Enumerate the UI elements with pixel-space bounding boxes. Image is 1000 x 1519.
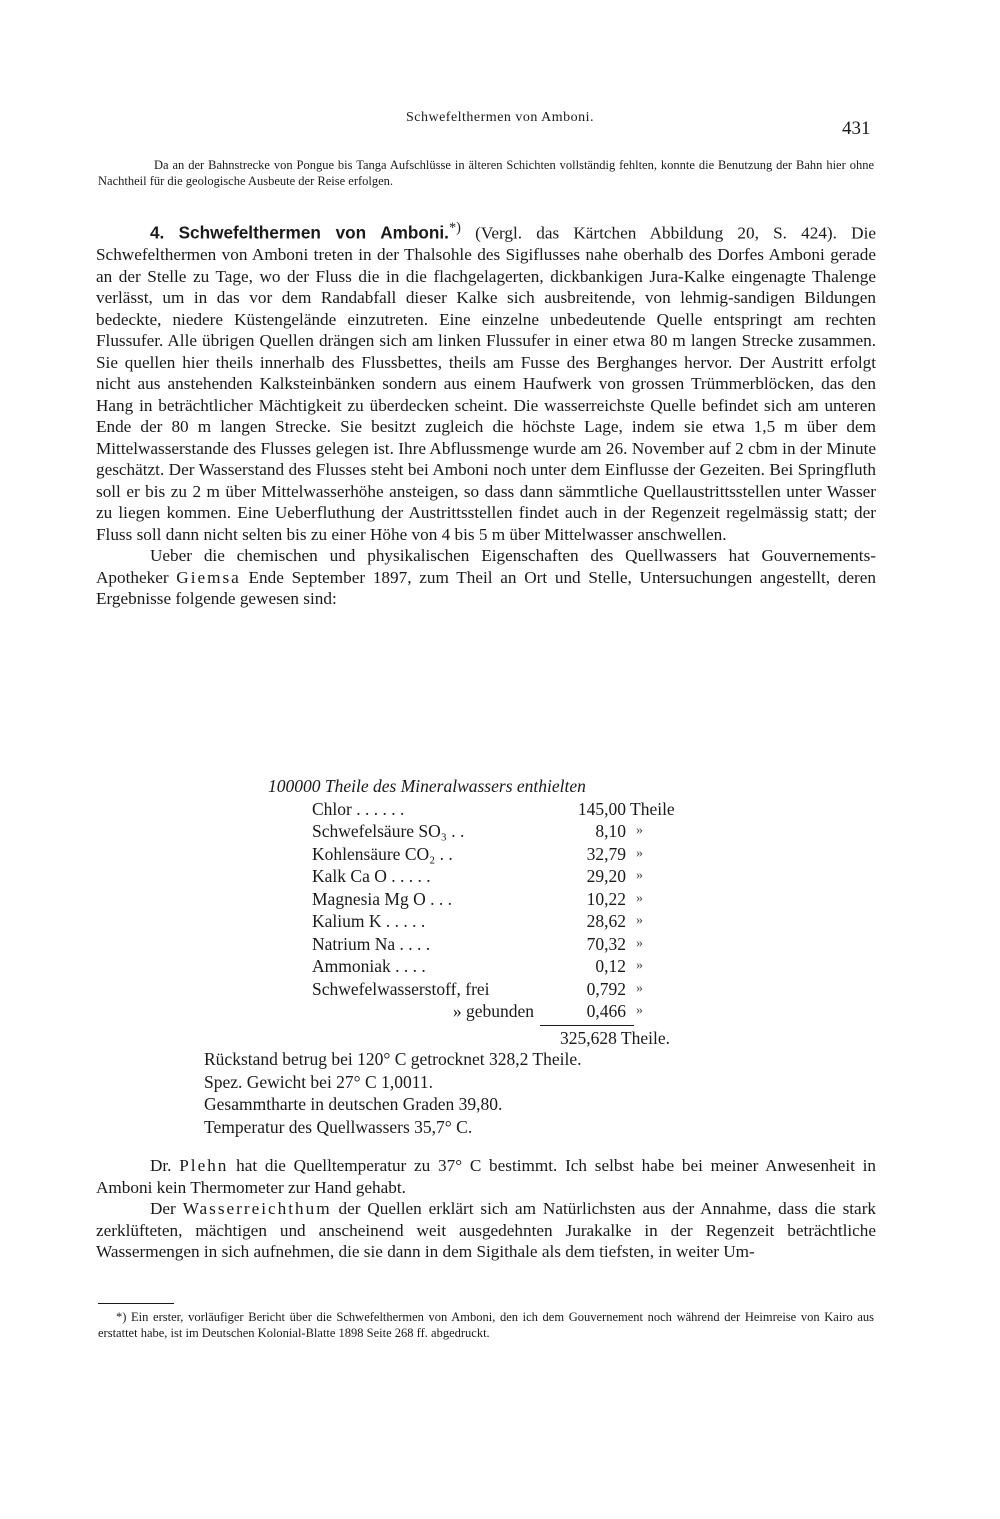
table-row	[312, 978, 728, 1001]
table-row	[312, 798, 728, 821]
paragraph-3-text-b: hat die Quelltemperatur zu 37° C bestimmt. Ich selbst habe bei meiner Anwesenheit in Amboni kein Thermometer zur Hand gehabt.	[96, 1156, 876, 1197]
section-body-continued	[96, 1155, 876, 1263]
emphasis-wasserreichthum: Wasserreichthum	[182, 1199, 332, 1218]
table-row	[312, 933, 728, 956]
table-row	[312, 955, 728, 978]
component-value: 8,10	[595, 821, 626, 841]
section-number: 4.	[150, 222, 165, 243]
component-unit: »	[636, 845, 643, 861]
component-unit: »	[636, 868, 643, 883]
running-title: Schwefelthermen von Amboni.	[405, 110, 595, 125]
component-value: 29,20	[586, 866, 626, 886]
component-unit: »	[636, 913, 643, 928]
footnote-divider	[98, 1303, 174, 1304]
analysis-caption: 100000 Theile des Mineralwassers enthielten	[268, 776, 586, 796]
component-value: 10,22	[586, 888, 626, 909]
person-name-plehn: Plehn	[179, 1156, 229, 1175]
page-number: 431	[842, 118, 871, 139]
table-row	[312, 865, 728, 888]
component-value: 0,792	[586, 978, 626, 999]
component-value: 0,466	[586, 1001, 626, 1021]
component-unit: Theile	[630, 798, 675, 819]
component-value: 32,79	[586, 843, 626, 864]
paragraph-2-text-b: Ende September 1897, zum Theil an Ort und Stelle, Untersuchungen angestellt, deren Ergebnisse folgende gewesen sind:	[96, 567, 876, 609]
component-name: Kalium K . . . . .	[312, 911, 426, 931]
paragraph-4	[96, 1198, 876, 1263]
section-body	[96, 218, 876, 610]
paragraph-2-text-a: Ueber die chemischen und physikalischen Eigenschaften des Quellwassers hat Gouvernements-Apotheker	[96, 546, 876, 587]
section-heading: Schwefelthermen von Amboni.	[178, 222, 449, 243]
note-specific-gravity: Spez. Gewicht bei 27° C 1,0011.	[204, 1071, 433, 1092]
note-residue: Rückstand betrug bei 120° C getrocknet 328,2 Theile.	[204, 1049, 582, 1069]
paragraph-1	[96, 218, 876, 545]
component-unit: »	[636, 935, 643, 951]
component-name: Kohlensäure CO₂ . .	[312, 843, 453, 864]
component-name: Ammoniak . . . .	[312, 956, 426, 976]
paragraph-2	[96, 545, 876, 610]
table-row	[312, 888, 728, 911]
analysis-notes	[204, 1048, 804, 1138]
component-unit: »	[636, 890, 643, 906]
component-unit: »	[636, 958, 643, 973]
paragraph-3-text-a: Dr.	[150, 1156, 180, 1175]
component-name: Natrium Na . . . .	[312, 933, 431, 954]
component-value: 28,62	[586, 911, 626, 931]
note-temperature: Temperatur des Quellwassers 35,7° C.	[204, 1116, 473, 1137]
component-value: 0,12	[595, 956, 626, 976]
footnote-mark: *)	[448, 220, 461, 236]
component-unit: »	[636, 980, 643, 996]
continued-footnote: Da an der Bahnstrecke von Pongue bis Tanga Aufschlüsse in älteren Schichten vollständig fehlten, konnte die Benutzung der Bahn hier ohne Nachtheil für die geologische Ausbeute der Reise erfolgen.	[98, 158, 874, 188]
component-name: Schwefelwasserstoff, frei	[312, 978, 490, 999]
note-hardness: Gesammtharte in deutschen Graden 39,80.	[204, 1094, 503, 1114]
person-name-giemsa: Giemsa	[176, 567, 241, 587]
component-name: » gebunden	[452, 1001, 534, 1021]
paragraph-4-text-b: der Quellen erklärt sich am Natürlichsten aus der Annahme, dass die stark zerklüfteten, mächtigen und anscheinend weit ausgedehnten Jurakalke in der Regenzeit beträchtliche Wassermengen in sich aufnehmen, die sie dann in dem Sigithale als dem tiefsten, in weiter Um-	[96, 1199, 877, 1261]
table-row	[312, 820, 728, 843]
table-row	[312, 843, 728, 866]
analysis-rows	[312, 798, 728, 1023]
sum-divider	[540, 1025, 634, 1026]
analysis-table	[268, 775, 728, 1023]
component-unit: »	[636, 1003, 643, 1018]
component-value: 70,32	[586, 933, 626, 954]
component-name: Schwefelsäure SO₃ . .	[312, 821, 465, 841]
component-name: Magnesia Mg O . . .	[312, 888, 452, 909]
footnote: *) Ein erster, vorläufiger Bericht über die Schwefelthermen von Amboni, den ich dem Gouvernement noch während der Heimreise von Kairo aus erstattet habe, ist im Deutschen Kolonial-Blatte 1898 Seite 268 ff. abgedruckt.	[98, 1310, 874, 1340]
paragraph-4-text-a: Der	[150, 1199, 183, 1218]
analysis-total: 325,628 Theile.	[560, 1028, 671, 1048]
component-name: Kalk Ca O . . . . .	[312, 866, 431, 886]
paragraph-1-text: (Vergl. das Kärtchen Abbildung 20, S. 424). Die Schwefelthermen von Amboni treten in der Thalsohle des Sigiflusses nahe oberhalb des Dorfes Amboni gerade an der Stelle zu Tage, wo der Fluss die in die flachgelagerten, dickbankigen Jura-Kalke eingenagte Thalenge verlässt, um in das vor dem Randabfall dieser Kalke sich ausbreitende, von lehmig-sandigen Bildungen bedeckte, niedere Küstengelände einzutreten. Eine einzelne unbedeutende Quelle entspringt am rechten Flussufer. Alle übrigen Quellen drängen sich am linken Flussufer in einer etwa 80 m langen Strecke zusammen. Sie quellen hier theils innerhalb des Flussbettes, theils am Fusse des Berghanges hervor. Der Austritt erfolgt nicht aus anstehenden Kalksteinbänken sondern aus einem Haufwerk von grossen Trümmerblöcken, das den Hang in beträchtlicher Mächtigkeit zu überdecken scheint. Die wasserreichste Quelle befindet sich am unteren Ende der 80 m langen Strecke. Sie besitzt zugleich die höchste Lage, indem sie etwa 1,5 m über dem Mittelwasserstande des Flusses gelegen ist. Ihre Abflussmenge wurde am 26. November auf 2 cbm in der Minute geschätzt. Der Wasserstand des Flusses steht bei Amboni noch unter dem Einflusse der Gezeiten. Bei Springfluth soll er bis zu 2 m über Mittelwasserhöhe ansteigen, so dass dann sämmtliche Quellaustrittsstellen unter Wasser zu liegen kommen. Eine Ueberfluthung der Austrittsstellen findet auch in der Regenzeit regelmässig statt; der Fluss soll dann nicht selten bis zu einer Höhe von 4 bis 5 m über Mittelwasser anschwellen.	[96, 223, 876, 544]
component-name: Chlor . . . . . .	[312, 798, 405, 819]
component-unit: »	[636, 823, 643, 838]
table-row	[312, 910, 728, 933]
table-row	[312, 1000, 728, 1023]
component-value: 145,00	[577, 798, 626, 819]
paragraph-3	[96, 1155, 876, 1198]
